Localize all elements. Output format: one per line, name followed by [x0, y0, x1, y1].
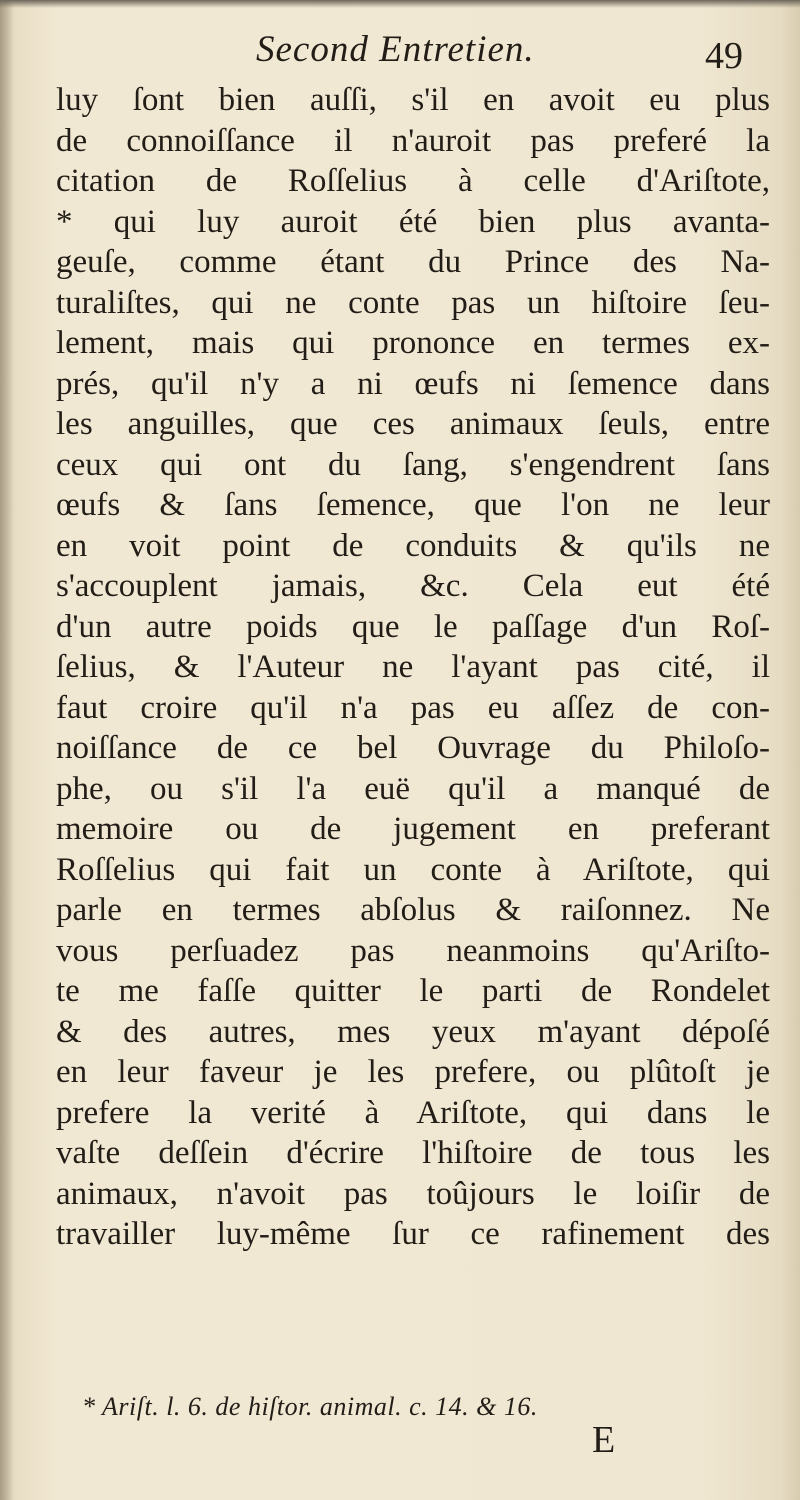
- spine-shadow: [0, 0, 14, 1500]
- text-line: memoire ou de jugement en preferant: [56, 811, 770, 847]
- text-line: s'accouplent jamais, &c. Cela eut été: [56, 568, 770, 604]
- text-line: * qui luy auroit été bien plus avanta-: [56, 203, 770, 240]
- running-head: Second Entretien.: [256, 29, 535, 70]
- text-line: turaliſtes, qui ne conte pas un hiſtoire ſeu-: [56, 284, 770, 321]
- text-line: en voit point de conduits & qu'ils ne: [56, 527, 770, 564]
- text-line: lement, mais qui prononce en termes ex-: [56, 325, 770, 361]
- text-line: faut croire qu'il n'a pas eu aſſez de con-: [56, 689, 770, 726]
- text-line: Roſſelius qui fait un conte à Ariſtote, qui: [56, 851, 770, 888]
- text-line: prefere la verité à Ariſtote, qui dans le: [56, 1094, 770, 1131]
- text-line: travailler luy-même ſur ce rafinement des: [56, 1216, 770, 1252]
- body-text: [56, 80, 770, 1255]
- text-line: ſelius, & l'Auteur ne l'ayant pas cité, il: [56, 649, 770, 685]
- text-line: geuſe, comme étant du Prince des Na-: [56, 244, 770, 280]
- text-line: les anguilles, que ces animaux ſeuls, entre: [56, 406, 770, 442]
- text-line: luy ſont bien auſſi, s'il en avoit eu plus: [56, 82, 770, 118]
- page-top-edge: [0, 0, 800, 8]
- text-line: animaux, n'avoit pas toûjours le loiſir de: [56, 1175, 770, 1212]
- text-line: vous perſuadez pas neanmoins qu'Ariſto-: [56, 932, 770, 969]
- page-number: 49: [705, 35, 743, 77]
- text-line: ceux qui ont du ſang, s'engendrent ſans: [56, 446, 770, 483]
- signature-mark: E: [592, 1419, 616, 1461]
- text-line: te me faſſe quitter le parti de Rondelet: [56, 973, 770, 1009]
- text-line: prés, qu'il n'y a ni œufs ni ſemence dans: [56, 365, 770, 402]
- text-line: phe, ou s'il l'a euë qu'il a manqué de: [56, 770, 770, 807]
- text-line: noiſſance de ce bel Ouvrage du Philoſo-: [56, 730, 770, 766]
- footnote: * Ariſt. l. 6. de hiſtor. animal. c. 14. & 16.: [82, 1392, 538, 1421]
- text-line: œufs & ſans ſemence, que l'on ne leur: [56, 487, 770, 523]
- text-line: en leur faveur je les prefere, ou plûtoſt je: [56, 1054, 770, 1090]
- text-line: de connoiſſance il n'auroit pas preferé la: [56, 122, 770, 159]
- text-line: parle en termes abſolus & raiſonnez. Ne: [56, 892, 770, 928]
- text-line: & des autres, mes yeux m'ayant dépoſé: [56, 1013, 770, 1050]
- text-line: citation de Roſſelius à celle d'Ariſtote,: [56, 163, 770, 199]
- text-line: vaſte deſſein d'écrire l'hiſtoire de tous les: [56, 1135, 770, 1171]
- text-line: d'un autre poids que le paſſage d'un Roſ-: [56, 608, 770, 645]
